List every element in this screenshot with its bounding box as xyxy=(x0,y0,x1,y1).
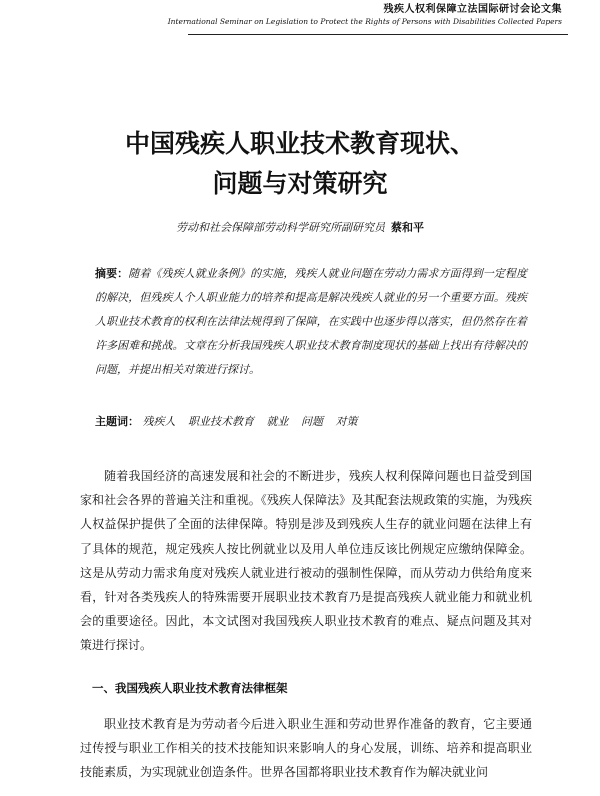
keyword-item: 职业技术教育 xyxy=(188,415,254,428)
running-head-english: International Seminar on Legislation to Protect the Rights of Persons with Disabilities Collected Papers xyxy=(167,17,562,26)
author-line xyxy=(0,220,600,236)
running-head xyxy=(142,4,562,26)
keyword-item: 残疾人 xyxy=(142,415,176,428)
abstract-label: 摘要： xyxy=(95,267,129,280)
keywords xyxy=(95,414,527,430)
running-head-chinese: 残疾人权利保障立法国际研讨会论文集 xyxy=(383,4,562,15)
title-line-1: 中国残疾人职业技术教育现状、 xyxy=(124,129,475,158)
keyword-item: 就业 xyxy=(266,415,289,428)
title-line-2: 问题与对策研究 xyxy=(212,169,388,198)
section-paragraph: 职业技术教育是为劳动者今后进入职业生涯和劳动世界作准备的教育，它主要通过传授与职业工作相关的技术技能知识来影响人的身心发展，训练、培养和提高职业技能素质，为实现就业创造条件。世界各国都将职业技术教育作为解决就业问 xyxy=(80,717,532,780)
intro-paragraph: 随着我国经济的高速发展和社会的不断进步，残疾人权利保障问题也日益受到国家和社会各界的普遍关注和重视。《残疾人保障法》及其配套法规政策的实施，为残疾人权益保护提供了全面的法律保障。特别是涉及到残疾人生存的就业问题在法律上有了具体的规范，规定残疾人按比例就业以及用人单位违反该比例规定应缴纳保障金。这是从劳动力需求角度对残疾人就业进行被动的强制性保障，而从劳动力供给角度来看，针对各类残疾人的特殊需要开展职业技术教育乃是提高残疾人就业能力和就业机会的重要途径。因此，本文试图对我国残疾人职业技术教育的难点、疑点问题及其对策进行探讨。 xyxy=(80,469,532,653)
header-rule xyxy=(188,34,568,35)
abstract-text: 随着《残疾人就业条例》的实施，残疾人就业问题在劳动力需求方面得到一定程度的解决，但残疾人个人职业能力的培养和提高是解决残疾人就业的另一个重要方面。残疾人职业技术教育的权利在法律法规得到了保障，在实践中也逐步得以落实，但仍然存在着许多困难和挑战。文章在分析我国残疾人职业技术教育制度现状的基础上找出有待解决的问题，并提出相关对策进行探讨。 xyxy=(95,267,528,376)
author-name: 蔡和平 xyxy=(391,221,424,234)
author-affiliation: 劳动和社会保障部劳动科学研究所副研究员 xyxy=(176,221,385,234)
paper-title xyxy=(0,124,600,204)
abstract xyxy=(95,262,527,382)
keywords-label: 主题词： xyxy=(95,415,139,428)
keyword-item: 对策 xyxy=(335,415,358,428)
section-heading: 一、我国残疾人职业技术教育法律框架 xyxy=(92,681,288,695)
keyword-item: 问题 xyxy=(301,415,323,428)
